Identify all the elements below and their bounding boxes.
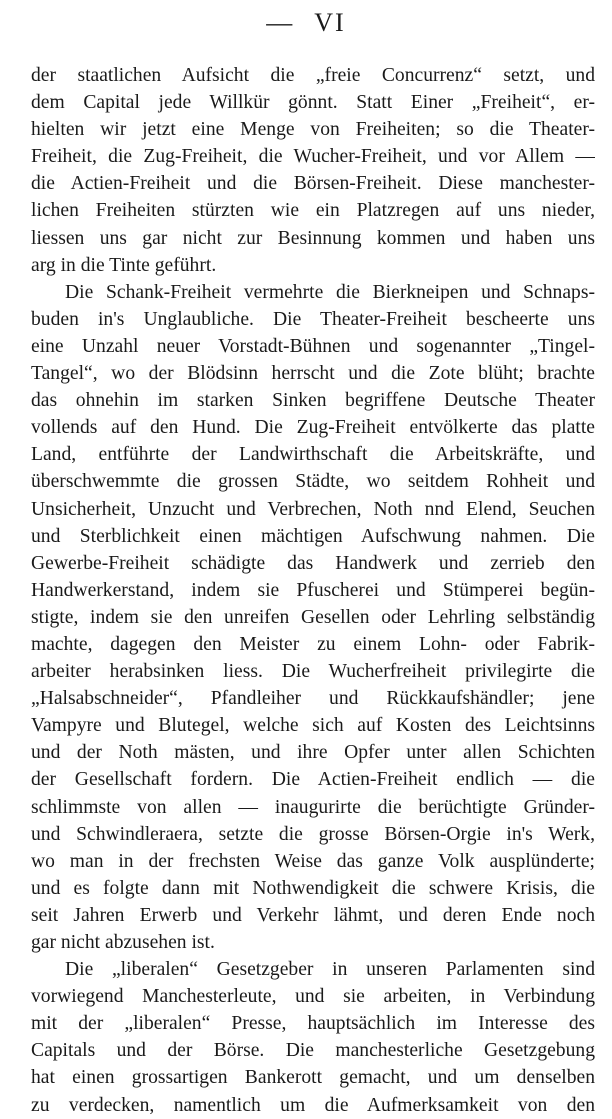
page-number: VI [314, 8, 346, 37]
text-line: dem Capital jede Willkür gönnt. Statt Einer „Freiheit“, er- [31, 92, 595, 114]
text-line: der staatlichen Aufsicht die „freie Concurrenz“ setzt, und [31, 65, 595, 86]
text-line: und Schwindleraera, setzte die grosse Börsen-Orgie in's Werk, [31, 823, 595, 845]
text-line: seit Jahren Erwerb und Verkehr lähmt, und deren Ende noch [31, 904, 595, 926]
text-line: Tangel“, wo der Blödsinn herrscht und die Zote blüht; brachte [31, 363, 595, 385]
text-line: lichen Freiheiten stürzten wie ein Platzregen auf uns nieder, [31, 200, 595, 222]
text-line: gar nicht abzusehen ist. [31, 932, 215, 953]
text-line: eine Unzahl neuer Vorstadt-Bühnen und sogenannter „Tingel- [31, 335, 595, 357]
text-line: schlimmste von allen — inaugurirte die berüchtigte Gründer- [31, 796, 595, 818]
paragraph [31, 956, 595, 1119]
text-line: liessen uns gar nicht zur Besinnung kommen und haben uns [31, 227, 595, 249]
paragraph [31, 62, 595, 279]
text-line: Freiheit, die Zug-Freiheit, die Wucher-Freiheit, und vor Allem — [31, 146, 595, 168]
paragraph [31, 279, 595, 956]
page-header [0, 8, 612, 38]
text-line: Vampyre und Blutegel, welche sich auf Kosten des Leichtsinns [31, 715, 595, 737]
text-line: Die Schank-Freiheit vermehrte die Bierkneipen und Schnaps- [65, 281, 595, 303]
text-line: Gewerbe-Freiheit schädigte das Handwerk und zerrieb den [31, 552, 595, 574]
text-line: hat einen grossartigen Bankerott gemacht, und um denselben [31, 1067, 595, 1089]
text-line: und es folgte dann mit Nothwendigkeit die schwere Krisis, die [31, 877, 595, 899]
text-line: vollends auf den Hund. Die Zug-Freiheit entvölkerte das platte [31, 417, 595, 439]
text-line: wo man in der frechsten Weise das ganze Volk ausplünderte; [31, 850, 595, 872]
text-line: stigte, indem sie den unreifen Gesellen oder Lehrling selbständig [31, 606, 595, 628]
text-line: „Halsabschneider“, Pfandleiher und Rückkaufshändler; jene [31, 688, 595, 710]
text-line: mit der „liberalen“ Presse, hauptsächlich im Interesse des [31, 1013, 595, 1035]
text-line: machte, dagegen den Meister zu einem Lohn- oder Fabrik- [31, 633, 595, 655]
text-line: Die „liberalen“ Gesetzgeber in unseren Parlamenten sind [65, 959, 595, 981]
text-line: Land, entführte der Landwirthschaft die Arbeitskräfte, und [31, 444, 595, 466]
header-dash: — [266, 8, 295, 37]
text-line: arg in die Tinte geführt. [31, 254, 217, 276]
text-line: Handwerkerstand, indem sie Pfuscherei und Stümperei begün- [31, 579, 595, 601]
text-line: buden in's Unglaubliche. Die Theater-Freiheit bescheerte uns [31, 308, 595, 330]
text-line: das ohnehin im starken Sinken begriffene Deutsche Theater [31, 390, 595, 412]
text-line: vorwiegend Manchesterleute, und sie arbeiten, in Verbindung [31, 986, 595, 1008]
text-line: hielten wir jetzt eine Menge von Freiheiten; so die Theater- [31, 119, 595, 141]
text-line: arbeiter herabsinken liess. Die Wucherfreiheit privilegirte die [31, 661, 595, 683]
text-line: überschwemmte die grossen Städte, wo seitdem Rohheit und [31, 471, 595, 493]
text-line: zu verdecken, namentlich um die Aufmerksamkeit von den [31, 1094, 595, 1116]
text-line: und der Noth mästen, und ihre Opfer unter allen Schichten [31, 742, 595, 764]
text-line: und Sterblichkeit einen mächtigen Aufschwung nahmen. Die [31, 525, 595, 547]
body-text [31, 62, 595, 1119]
text-line: die Actien-Freiheit und die Börsen-Freiheit. Diese manchester- [31, 173, 595, 195]
text-line: Unsicherheit, Unzucht und Verbrechen, Noth nnd Elend, Seuchen [31, 498, 595, 520]
text-line: der Gesellschaft fordern. Die Actien-Freiheit endlich — die [31, 769, 595, 791]
text-line: Capitals und der Börse. Die manchesterliche Gesetzgebung [31, 1040, 595, 1062]
